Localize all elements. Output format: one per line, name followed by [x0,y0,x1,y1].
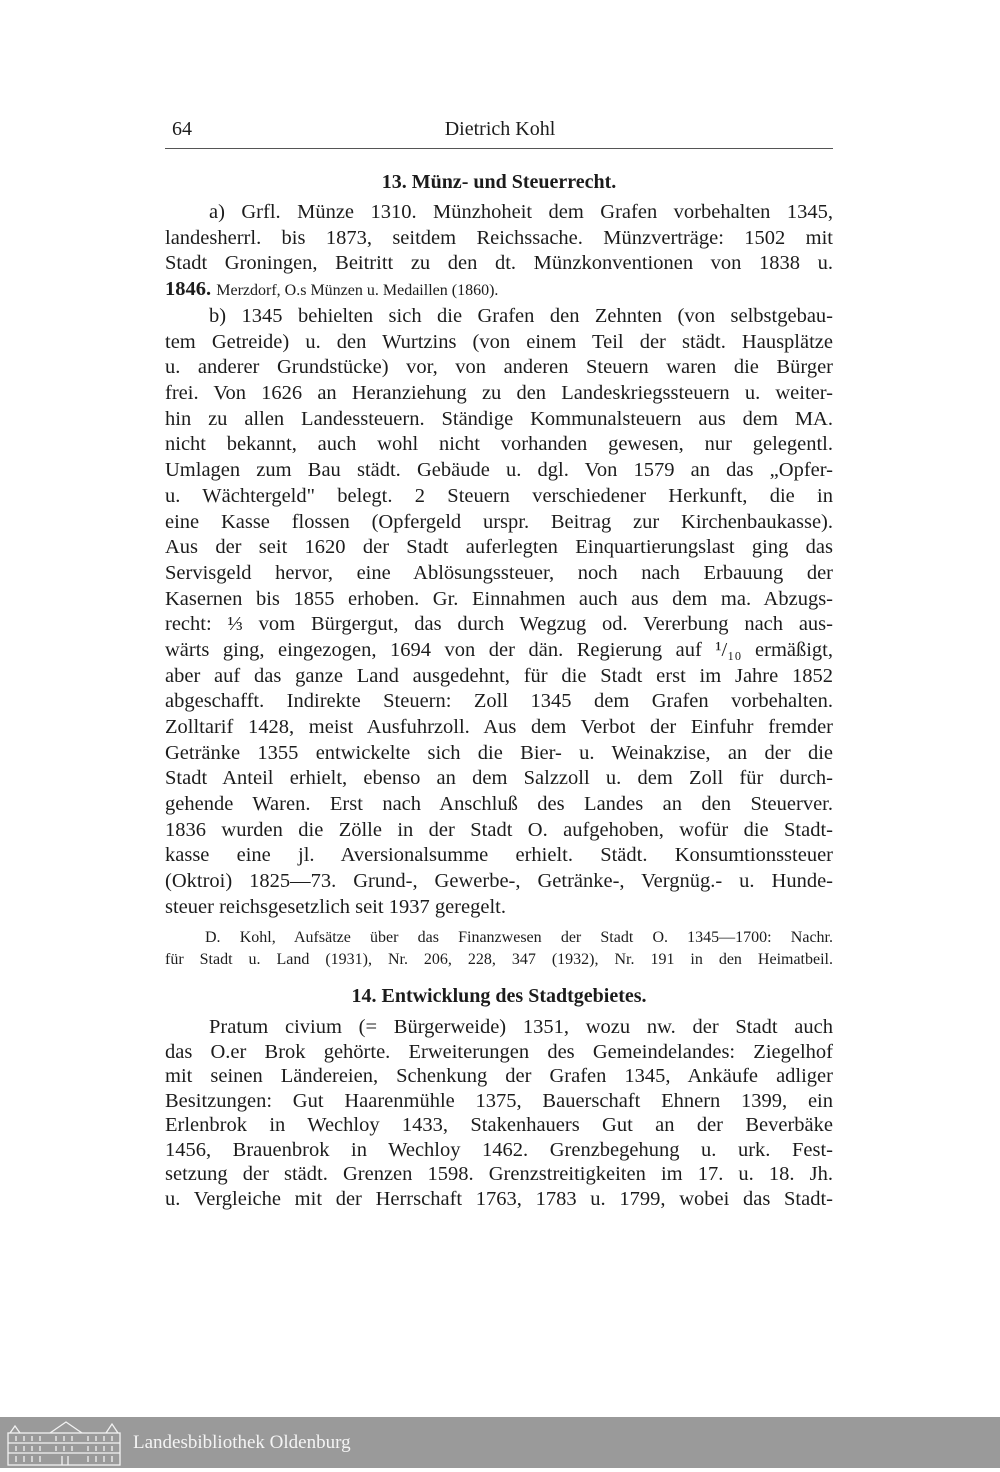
footnote [165,927,833,971]
paragraph-a [165,200,833,302]
footnote-line: für Stadt u. Land (1931), Nr. 206, 228, 347 (1932), Nr. 191 in den Heimatbeil. [165,951,833,968]
heading-text: 14. Entwicklung des Stadtgebietes. [351,985,647,1007]
text-line: eine Kasse flossen (Opfergeld urspr. Beitrag zur Kirchenbaukasse). [165,510,833,533]
text-line: Zolltarif 1428, meist Ausfuhrzoll. Aus dem Verbot der Einfuhr fremder [165,716,833,738]
text-line: Erlenbrok in Wechloy 1433, Stakenhauers Gut an der Beverbäke [165,1114,833,1136]
text-line: 1836 wurden die Zölle in der Stadt O. aufgehoben, wofür die Stadt- [165,818,833,841]
library-building-logo [6,1419,124,1472]
text-line: hin zu allen Landessteuern. Ständige Kommunalsteuern aus dem MA. [165,407,833,430]
section-14-heading [165,985,833,1008]
text-line [165,277,833,303]
text-line: frei. Von 1626 an Heranziehung zu den Landeskriegssteuern u. weiter- [165,382,833,405]
page-number: 64 [172,118,192,140]
text-line: Stadt Groningen, Beitritt zu den dt. Münzkonventionen von 1838 u. [165,252,833,274]
text-line: landesherrl. bis 1873, seitdem Reichssache. Münzverträge: 1502 mit [165,226,833,249]
text-line: Stadt Anteil erhielt, ebenso an dem Salzzoll u. dem Zoll für durch- [165,767,833,790]
header-rule [165,148,833,149]
text-line: aber auf das ganze Land ausgedehnt, für die Stadt erst im Jahre 1852 [165,664,833,687]
paragraph-b [165,304,833,921]
text-line: das O.er Brok gehörte. Erweiterungen des Gemeindelandes: Ziegelhof [165,1040,833,1063]
text-line: u. Wächtergeld" belegt. 2 Steuern verschiedener Herkunft, die in [165,484,833,507]
text-line: b) 1345 behielten sich die Grafen den Zehnten (von selbstgebau- [209,305,833,327]
heading-text: 13. Münz- und Steuerrecht. [381,171,617,193]
text-line: Besitzungen: Gut Haarenmühle 1375, Bauerschaft Ehnern 1399, ein [165,1089,833,1112]
text-line: u. Vergleiche mit der Herrschaft 1763, 1783 u. 1799, wobei das Stadt- [165,1187,833,1210]
text-line: tem Getreide) u. den Wurtzins (von einem Teil der städt. Hausplätze [165,330,833,353]
text-line: a) Grfl. Münze 1310. Münzhoheit dem Grafen vorbehalten 1345, [209,201,833,223]
text-line: steuer reichsgesetzlich seit 1937 geregelt. [165,895,506,918]
text-line: Getränke 1355 entwickelte sich die Bier- u. Weinakzise, an der die [165,741,833,764]
text-line: Pratum civium (= Bürgerweide) 1351, wozu nw. der Stadt auch [209,1016,833,1038]
text-line: abgeschafft. Indirekte Steuern: Zoll 1345 dem Grafen vorbehalten. [165,690,833,713]
text-line: u. anderer Grundstücke) vor, von anderen Steuern waren die Bürger [165,356,833,379]
text-line: recht: ⅓ vom Bürgergut, das durch Wegzug od. Vererbung nach aus- [165,613,833,636]
text-line: wärts ging, eingezogen, 1694 von der dän. Regierung auf ¹/₁₀ ermäßigt, [165,638,833,661]
reference-text: Merzdorf, O.s Münzen u. Medaillen (1860). [216,281,499,299]
running-title: Dietrich Kohl [444,118,556,140]
paragraph-14 [165,1015,833,1211]
library-name: Landesbibliothek Oldenburg [133,1432,351,1453]
text-line: Kasernen bis 1855 erhoben. Gr. Einnahmen auch aus dem ma. Abzugs- [165,587,833,610]
text-line: 1456, Brauenbrok in Wechloy 1462. Grenzbegehung u. urk. Fest- [165,1138,833,1161]
text-line: Umlagen zum Bau städt. Gebäude u. dgl. Von 1579 an das „Opfer- [165,459,833,482]
text-line: (Oktroi) 1825—73. Grund-, Gewerbe-, Getränke-, Vergnüg.- u. Hunde- [165,870,833,893]
year-text: 1846. [165,277,212,300]
text-line: mit seinen Ländereien, Schenkung der Grafen 1345, Ankäufe adliger [165,1065,833,1087]
text-line: nicht bekannt, auch wohl nicht vorhanden gewesen, nur gelegentl. [165,433,833,456]
text-line: Servisgeld hervor, eine Ablösungssteuer, noch nach Erbauung der [165,561,833,584]
footnote-line: D. Kohl, Aufsätze über das Finanzwesen der Stadt O. 1345—1700: Nachr. [205,929,833,946]
text-line: Aus der seit 1620 der Stadt auferlegten Einquartierungslast ging das [165,536,833,559]
section-13-heading [165,171,833,194]
text-line: kasse eine jl. Aversionalsumme erhielt. Städt. Konsumtionssteuer [165,844,833,867]
text-line: setzung der städt. Grenzen 1598. Grenzstreitigkeiten im 17. u. 18. Jh. [165,1163,833,1185]
text-line: gehende Waren. Erst nach Anschluß des Landes an den Steuerver. [165,793,833,816]
